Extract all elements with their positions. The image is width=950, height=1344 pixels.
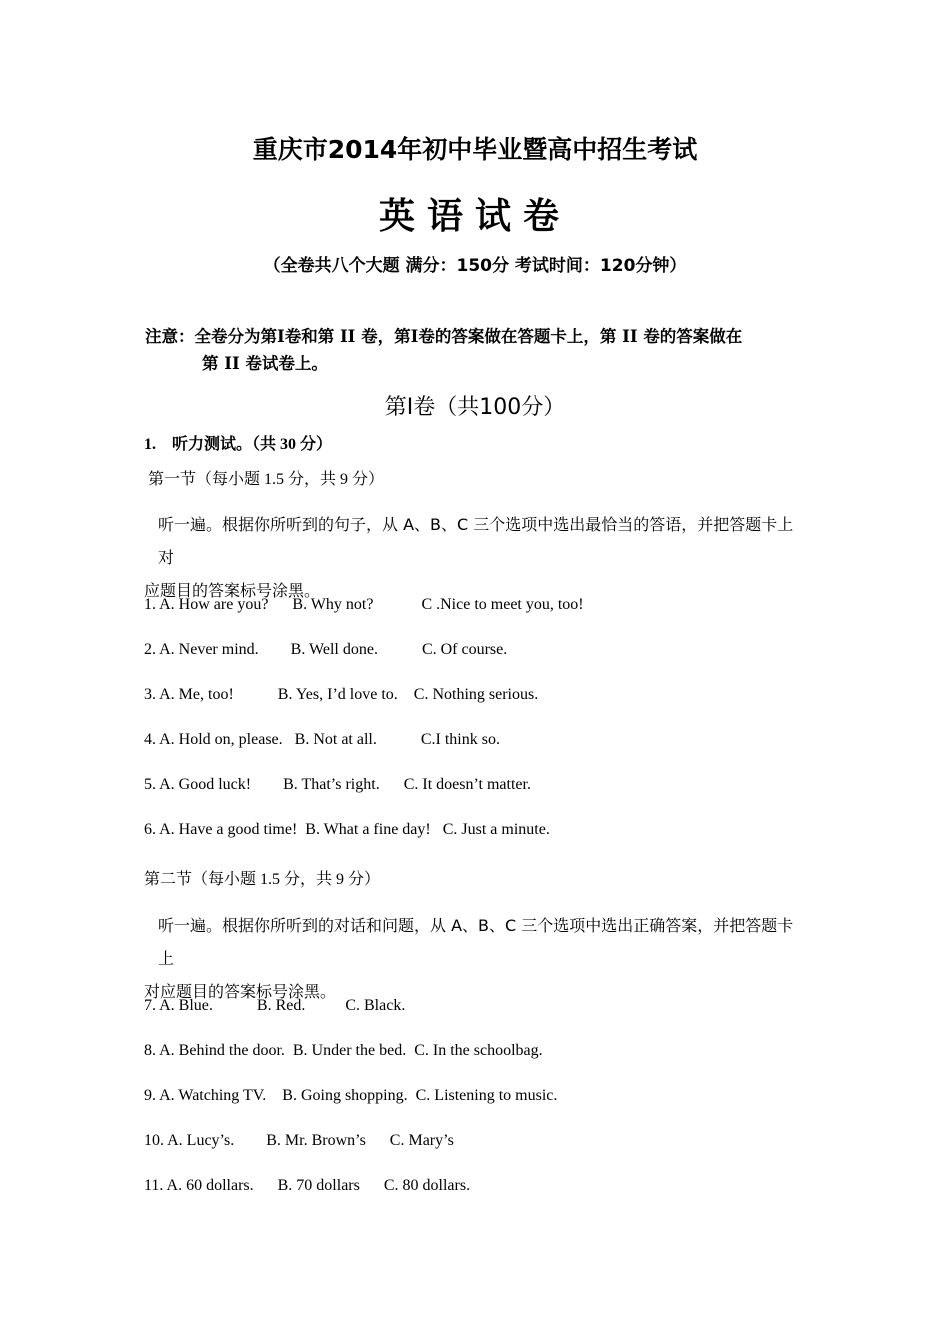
question-4: 4. A. Hold on, please. B. Not at all. C.I think so. xyxy=(144,731,500,748)
question-3: 3. A. Me, too! B. Yes, I’d love to. C. Nothing serious. xyxy=(144,686,539,703)
notice xyxy=(145,323,815,377)
instruction-1-line-1: 听一遍。根据你所听到的句子，从 A、B、C 三个选项中选出最恰当的答语，并把答题卡上对 xyxy=(158,515,794,567)
exam-title: 重庆市2014年初中毕业暨高中招生考试 xyxy=(252,135,698,164)
question-6: 6. A. Have a good time! B. What a fine day! C. Just a minute. xyxy=(144,821,550,838)
exam-info: （全卷共八个大题 满分：150分 考试时间：120分钟） xyxy=(263,256,687,276)
instruction-1-line-2: 应题目的答案标号涂黑。 xyxy=(144,581,321,600)
notice-line-2: 第 II 卷试卷上。 xyxy=(202,354,328,373)
exam-subtitle: 英语试卷 xyxy=(378,195,571,237)
instruction-2-line-2: 对应题目的答案标号涂黑。 xyxy=(144,982,337,1001)
instruction-2-line-1: 听一遍。根据你所听到的对话和问题，从 A、B、C 三个选项中选出正确答案，并把答题卡上 xyxy=(158,916,794,968)
question-10: 10. A. Lucy’s. B. Mr. Brown’s C. Mary’s xyxy=(144,1132,454,1149)
question-8: 8. A. Behind the door. B. Under the bed. C. In the schoolbag. xyxy=(144,1042,543,1059)
section-heading-listening: 1. 听力测试。（共 30 分） xyxy=(144,436,333,453)
question-7: 7. A. Blue. B. Red. C. Black. xyxy=(144,997,406,1014)
question-2: 2. A. Never mind. B. Well done. C. Of course. xyxy=(144,641,508,658)
question-1: 1. A. How are you? B. Why not? C .Nice to meet you, too! xyxy=(144,596,584,613)
notice-line-1: 注意：全卷分为第Ⅰ卷和第 II 卷，第Ⅰ卷的答案做在答题卡上，第 II 卷的答案做在 xyxy=(145,327,743,346)
subsection-heading-1: 第一节（每小题 1.5 分，共 9 分） xyxy=(144,471,385,488)
question-9: 9. A. Watching TV. B. Going shopping. C. Listening to music. xyxy=(144,1087,558,1104)
part-one-heading: 第Ⅰ卷（共100分） xyxy=(384,395,566,420)
instruction-2 xyxy=(144,909,809,1008)
instruction-1 xyxy=(144,508,809,607)
question-11: 11. A. 60 dollars. B. 70 dollars C. 80 dollars. xyxy=(144,1177,471,1194)
question-5: 5. A. Good luck! B. That’s right. C. It doesn’t matter. xyxy=(144,776,531,793)
subsection-heading-2: 第二节（每小题 1.5 分，共 9 分） xyxy=(144,871,381,888)
